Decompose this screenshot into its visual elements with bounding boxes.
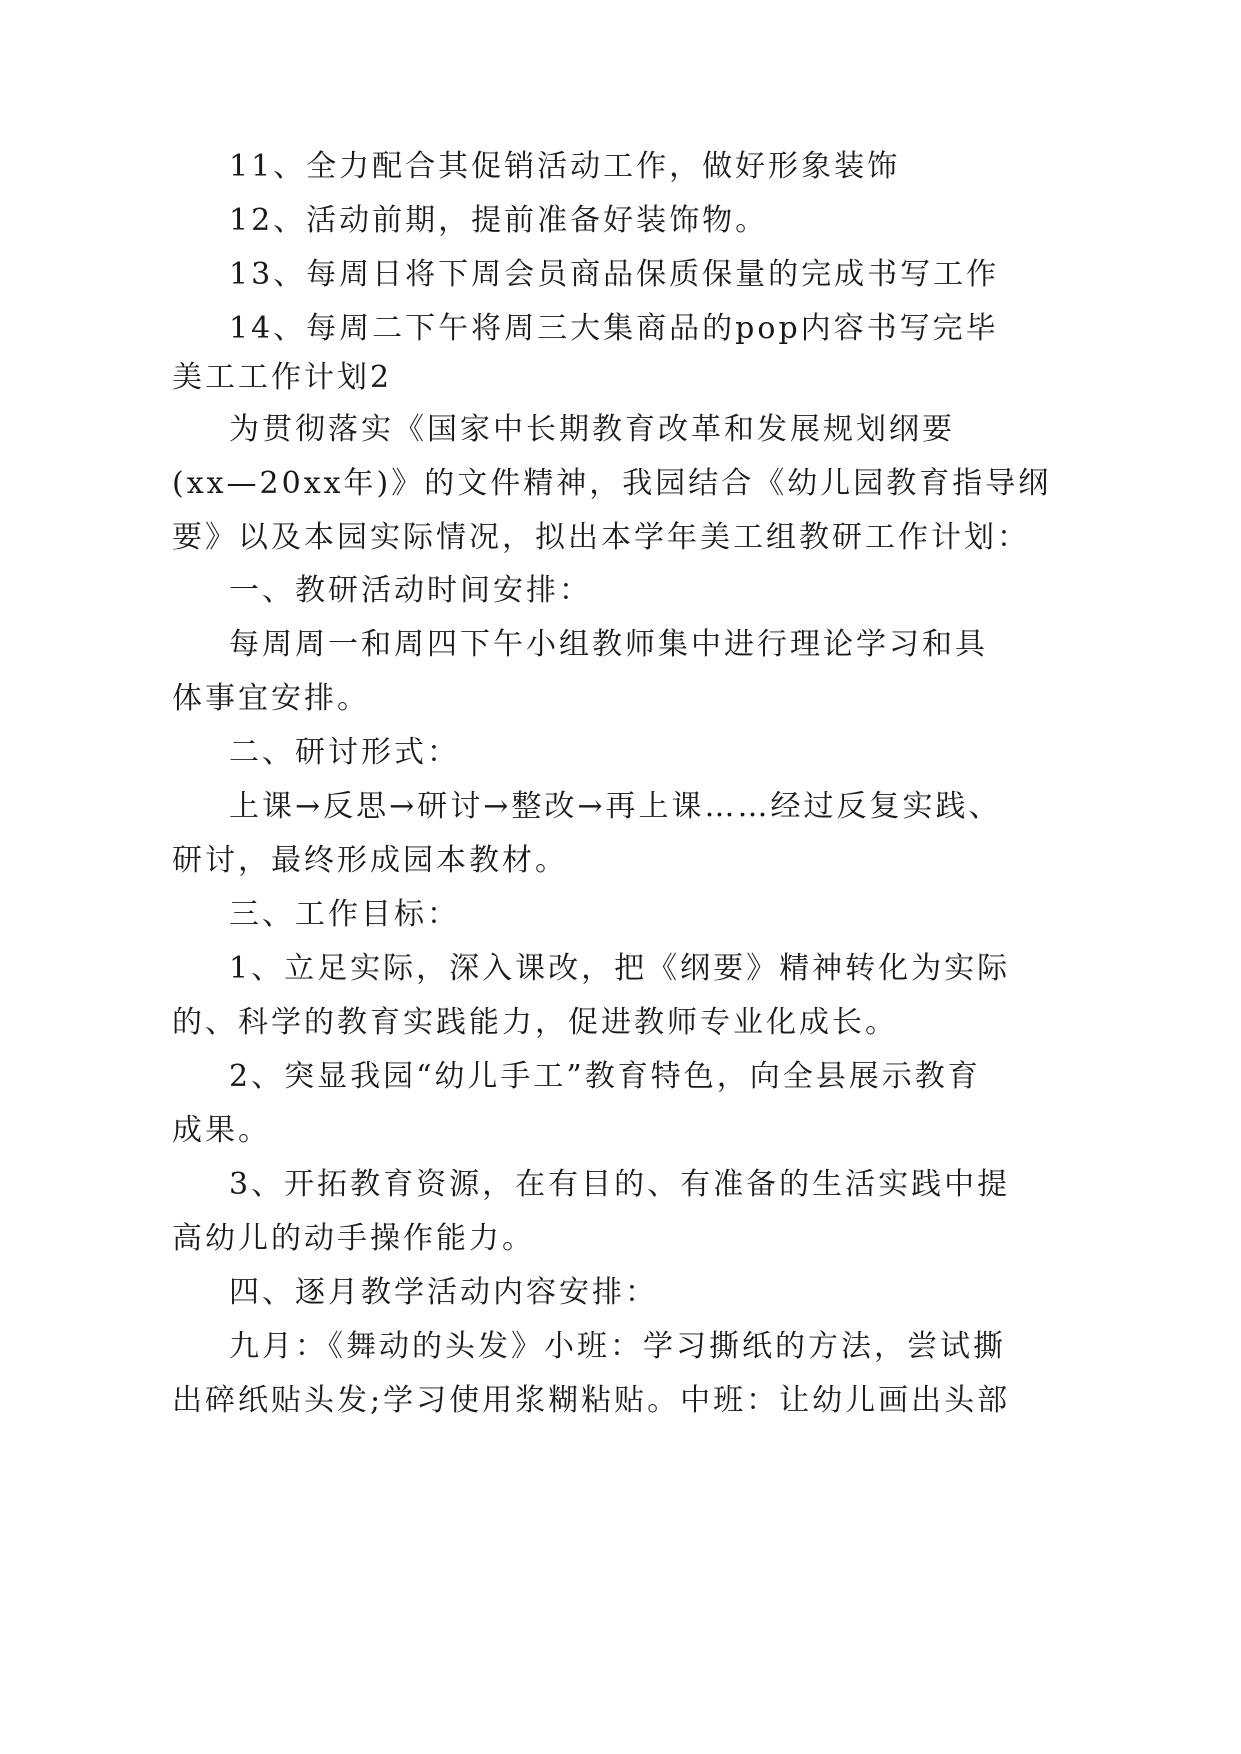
goal-3-line-1: 3、开拓教育资源，在有目的、有准备的生活实践中提 [229,1167,1011,1202]
heading-schedule: 一、教研活动时间安排： [229,573,592,608]
intro-paragraph-line-1: 为贯彻落实《国家中长期教育改革和发展规划纲要 [229,412,955,447]
list-item-13: 13、每周日将下周会员商品保质保量的完成书写工作 [229,257,1000,292]
monthly-paragraph-line-2: 出碎纸贴头发;学习使用浆糊粘贴。中班：让幼儿画出头部 [172,1383,1011,1418]
intro-paragraph-line-3: 要》以及本园实际情况，拟出本学年美工组教研工作计划： [172,520,1030,555]
schedule-paragraph-line-1: 每周周一和周四下午小组教师集中进行理论学习和具 [229,627,988,662]
heading-format: 二、研讨形式： [229,735,460,770]
goal-2-line-1: 2、突显我园“幼儿手工”教育特色，向全县展示教育 [229,1059,981,1094]
intro-paragraph-line-2: (xx—20xx年)》的文件精神，我园结合《幼儿园教育指导纲 [172,466,1052,501]
goal-2-line-2: 成果。 [172,1113,271,1148]
section-title: 美工工作计划2 [172,360,393,395]
heading-goals: 三、工作目标： [229,897,460,932]
list-item-14: 14、每周二下午将周三大集商品的pop内容书写完毕 [229,311,999,346]
goal-1-line-1: 1、立足实际，深入课改，把《纲要》精神转化为实际 [229,951,1011,986]
format-paragraph-line-2: 研讨，最终形成园本教材。 [172,843,568,878]
heading-monthly: 四、逐月教学活动内容安排： [229,1275,658,1310]
list-item-12: 12、活动前期，提前准备好装饰物。 [229,203,769,238]
goal-1-line-2: 的、科学的教育实践能力，促进教师专业化成长。 [172,1005,898,1040]
schedule-paragraph-line-2: 体事宜安排。 [172,681,370,716]
monthly-paragraph-line-1: 九月：《舞动的头发》小班：学习撕纸的方法，尝试撕 [229,1329,1006,1364]
goal-3-line-2: 高幼儿的动手操作能力。 [172,1221,535,1256]
format-paragraph-line-1: 上课→反思→研讨→整改→再上课……经过反复实践、 [229,789,1002,824]
list-item-11: 11、全力配合其促销活动工作，做好形象装饰 [229,149,901,184]
